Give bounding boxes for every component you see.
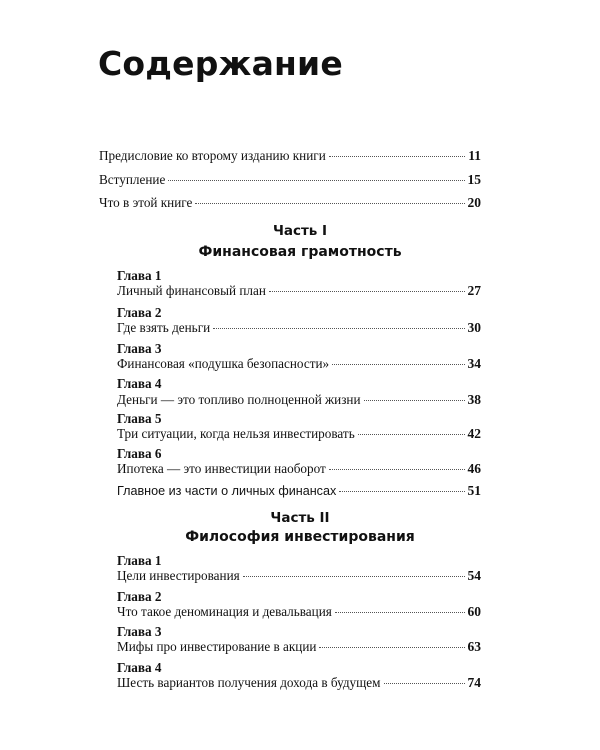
dot-leader [335,612,465,613]
toc-entry-page: 15 [467,172,481,187]
chapter-heading: Глава 4 [117,660,162,675]
dot-leader [358,434,465,435]
toc-entry-chapter[interactable] [117,675,481,691]
toc-entry-label: Цели инвестирования [117,568,240,583]
toc-entry-chapter[interactable] [117,356,481,372]
toc-entry-page: 38 [467,392,481,407]
toc-entry-page: 60 [467,604,481,619]
toc-entry-page: 20 [467,195,481,210]
toc-entry-page: 46 [467,461,481,476]
part-number: Часть II [270,510,330,526]
chapter-heading: Глава 2 [117,305,162,320]
toc-entry-label: Три ситуации, когда нельзя инвестировать [117,426,355,441]
toc-entry-chapter[interactable] [117,568,481,584]
toc-entry-label: Главное из части о личных финансах [117,484,337,498]
toc-entry-chapter[interactable] [117,604,481,620]
toc-entry-chapter[interactable] [117,461,481,477]
toc-entry-introduction[interactable] [99,172,481,188]
part-name: Философия инвестирования [185,529,415,545]
dot-leader [329,469,465,470]
toc-entry-page: 51 [467,483,481,498]
dot-leader [243,576,465,577]
chapter-heading: Глава 4 [117,376,162,391]
chapter-heading: Глава 2 [117,589,162,604]
toc-entry-part-summary[interactable] [117,483,481,499]
chapter-heading: Глава 1 [117,268,162,283]
dot-leader [168,180,464,181]
chapter-heading: Глава 6 [117,446,162,461]
chapter-heading: Глава 5 [117,411,162,426]
toc-entry-page: 63 [467,639,481,654]
dot-leader [339,491,464,492]
toc-entry-label: Личный финансовый план [117,283,266,298]
dot-leader [384,683,465,684]
toc-entry-label: Вступление [99,172,166,187]
toc-entry-page: 42 [467,426,481,441]
toc-entry-about-book[interactable] [99,195,481,211]
dot-leader [332,364,464,365]
page-title: Содержание [98,44,343,83]
toc-entry-page: 74 [467,675,481,690]
toc-entry-label: Деньги — это топливо полноценной жизни [117,392,361,407]
toc-entry-label: Мифы про инвестирование в акции [117,639,317,654]
dot-leader [213,328,464,329]
toc-entry-label: Что такое деноминация и девальвация [117,604,332,619]
toc-entry-label: Предисловие ко второму изданию книги [99,148,326,163]
toc-entry-page: 11 [468,148,481,163]
toc-entry-label: Ипотека — это инвестиции наоборот [117,461,326,476]
dot-leader [195,203,464,204]
part-name: Финансовая грамотность [198,244,402,260]
toc-entry-label: Где взять деньги [117,320,211,335]
toc-entry-chapter[interactable] [117,283,481,299]
toc-entry-chapter[interactable] [117,426,481,442]
chapter-heading: Глава 3 [117,624,162,639]
toc-entry-preface[interactable] [99,148,481,164]
part-number: Часть I [272,223,328,239]
dot-leader [269,291,465,292]
toc-entry-page: 27 [467,283,481,298]
toc-entry-chapter[interactable] [117,639,481,655]
toc-entry-chapter[interactable] [117,320,481,336]
toc-entry-page: 34 [467,356,481,371]
dot-leader [319,647,464,648]
toc-entry-label: Шесть вариантов получения дохода в будущем [117,675,381,690]
toc-entry-label: Финансовая «подушка безопасности» [117,356,330,371]
toc-entry-chapter[interactable] [117,392,481,408]
dot-leader [329,156,465,157]
chapter-heading: Глава 3 [117,341,162,356]
toc-entry-label: Что в этой книге [99,195,193,210]
chapter-heading: Глава 1 [117,553,162,568]
dot-leader [364,400,465,401]
toc-entry-page: 54 [467,568,481,583]
toc-entry-page: 30 [467,320,481,335]
